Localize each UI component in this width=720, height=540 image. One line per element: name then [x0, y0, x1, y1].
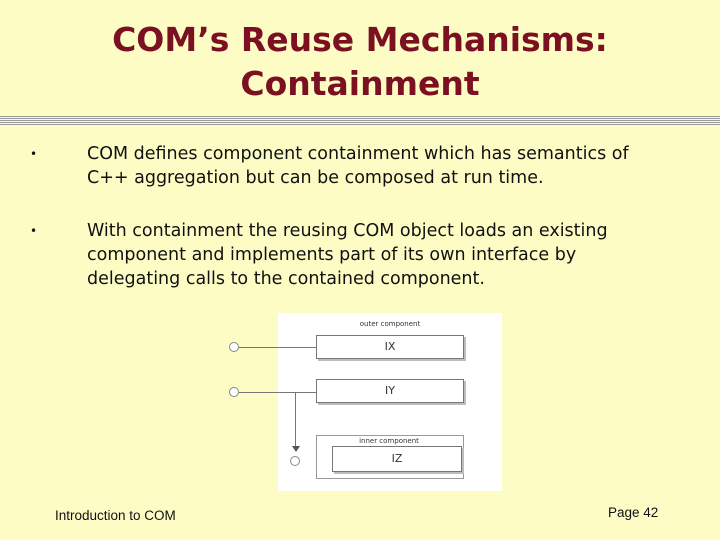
bullet-2-line-3: delegating calls to the contained component. — [87, 269, 485, 289]
containment-diagram — [278, 313, 502, 491]
bullet-2-line-2: component and implements part of its own interface by — [87, 245, 577, 265]
ix-lollipop-icon — [229, 342, 239, 352]
slide-title — [0, 18, 720, 106]
bullet-item-2 — [30, 219, 680, 291]
bullet-marker: • — [30, 224, 38, 238]
interface-ix-box: IX — [316, 335, 464, 359]
bullet-2-line-1: With containment the reusing COM object loads an existing — [87, 221, 608, 241]
slide-title-line-1: COM’s Reuse Mechanisms: — [112, 20, 608, 59]
inner-component-label: inner component — [359, 437, 419, 445]
iz-lollipop-icon — [290, 456, 300, 466]
delegation-connector-line — [295, 392, 296, 448]
interface-iz-box: IZ — [332, 446, 462, 472]
bullet-list — [30, 142, 680, 320]
iy-connector-line — [239, 392, 317, 393]
iy-lollipop-icon — [229, 387, 239, 397]
outer-component-label: outer component — [359, 320, 421, 328]
slide-title-line-2: Containment — [240, 64, 480, 103]
bullet-marker: • — [30, 147, 38, 161]
ix-connector-line — [239, 347, 317, 348]
bullet-1-line-2: C++ aggregation but can be composed at run time. — [87, 168, 544, 188]
title-divider — [0, 116, 720, 126]
bullet-1-line-1: COM defines component containment which has semantics of — [87, 144, 629, 164]
footer-course-title: Introduction to COM — [55, 508, 176, 523]
bullet-item-1 — [30, 142, 680, 190]
interface-iy-box: IY — [316, 379, 464, 403]
delegation-arrow-icon — [292, 446, 300, 452]
footer-page-number: Page 42 — [608, 505, 659, 520]
